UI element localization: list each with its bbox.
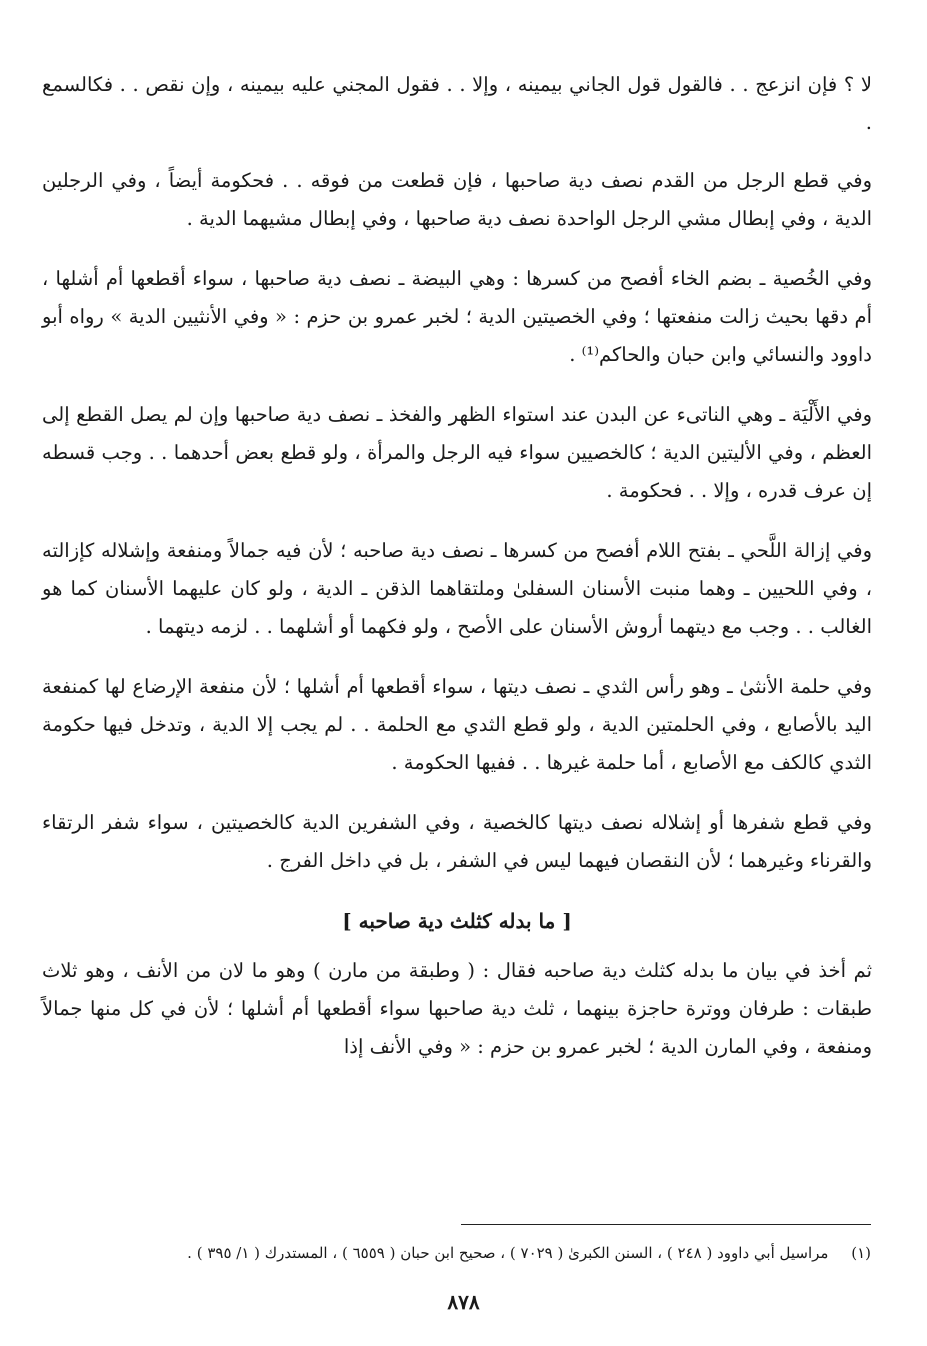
paragraph-testicle: وفي الخُصية ـ بضم الخاء أفصح من كسرها : وهي البيضة ـ نصف دية صاحبها ، سواء أقطعها أم أشلها ، أم دقها بحيث زالت منفعتها ؛ وفي الخصيتين الدية ؛ لخبر عمرو بن حزم : « وفي الأنثيين الدية » رواه أبو داوود والنسائي وابن حبان والحاكم⁽¹⁾ . [42,267,872,366]
paragraph-continuation: لا ؟ فإن انزعج . . فالقول قول الجاني بيمينه ، وإلا . . فقول المجني عليه بيمينه ، وإن نقص . . فكالسمع . [42,73,872,134]
section-heading: [ ما بدله كثلث دية صاحبه ] [342,909,572,933]
paragraph-labia: وفي قطع شفرها أو إشلاله نصف ديتها كالخصية ، وفي الشفرين الدية كالخصيتين ، سواء شفر الرتقاء والقرناء وغيرهما ؛ لأن النقصان فيهما ليس في الشفر ، بل في داخل الفرج . [42,811,872,872]
footnote [51,1240,871,1266]
paragraph-nipple: وفي حلمة الأنثىٰ ـ وهو رأس الثدي ـ نصف ديتها ، سواء أقطعها أم أشلها ؛ لأن منفعة الإرضاع لها كمنفعة اليد بالأصابع ، وفي الحلمتين الدية ، ولو قطع الثدي مع الحلمة . . لم يجب إلا الدية ، وتدخل فيها حكومة الثدي كالكف مع الأصابع ، أما حلمة غيرها . . ففيها الحكومة . [42,675,872,774]
page-body [42,66,872,1088]
page-number: ٨٧٨ [447,1290,480,1314]
footnote-text: مراسيل أبي داوود ( ٢٤٨ ) ، السنن الكبرىٰ ( ٧٠٢٩ ) ، صحيح ابن حبان ( ٦٥٥٩ ) ، المستدرك ( ١/ ٣٩٥ ) . [187,1244,829,1262]
footnote-divider [461,1224,871,1225]
paragraph-nose: ثم أخذ في بيان ما بدله كثلث دية صاحبه فقال : ( وطبقة من مارن ) وهو ما لان من الأنف ، وهو ثلاث طبقات : طرفان ووترة حاجزة بينهما ، ثلث دية صاحبها سواء أقطعها أم أشلها ؛ لأن في كل منها جمالاً ومنفعة ، وفي المارن الدية ؛ لخبر عمرو بن حزم : « وفي الأنف إذا [42,959,872,1058]
paragraph-jaw: وفي إزالة اللَّحي ـ بفتح اللام أفصح من كسرها ـ نصف دية صاحبه ؛ لأن فيه جمالاً ومنفعة وإشلاله كإزالته ، وفي اللحيين ـ وهما منبت الأسنان السفلىٰ وملتقاهما الذقن ـ الدية ، ولو كان عليهما الأسنان كما هو الغالب . . وجب مع ديتهما أروش الأسنان على الأصح ، ولو فكهما أو أشلهما . . لزمه ديتهما . [42,539,872,638]
paragraph-buttock: وفي الأَلْيَة ـ وهي الناتىء عن البدن عند استواء الظهر والفخذ ـ نصف دية صاحبها وإن لم يصل القطع إلى العظم ، وفي الأليتين الدية ؛ كالخصيين سواء فيه الرجل والمرأة ، ولو قطع بعض أحدهما . . وجب قسطه إن عرف قدره ، وإلا . . فحكومة . [42,403,872,502]
footnote-number: (١) [851,1244,871,1262]
paragraph-foot: وفي قطع الرجل من القدم نصف دية صاحبها ، فإن قطعت من فوقه . . فحكومة أيضاً ، وفي الرجلين الدية ، وفي إبطال مشي الرجل الواحدة نصف دية صاحبها ، وفي إبطال مشيهما الدية . [42,169,872,230]
